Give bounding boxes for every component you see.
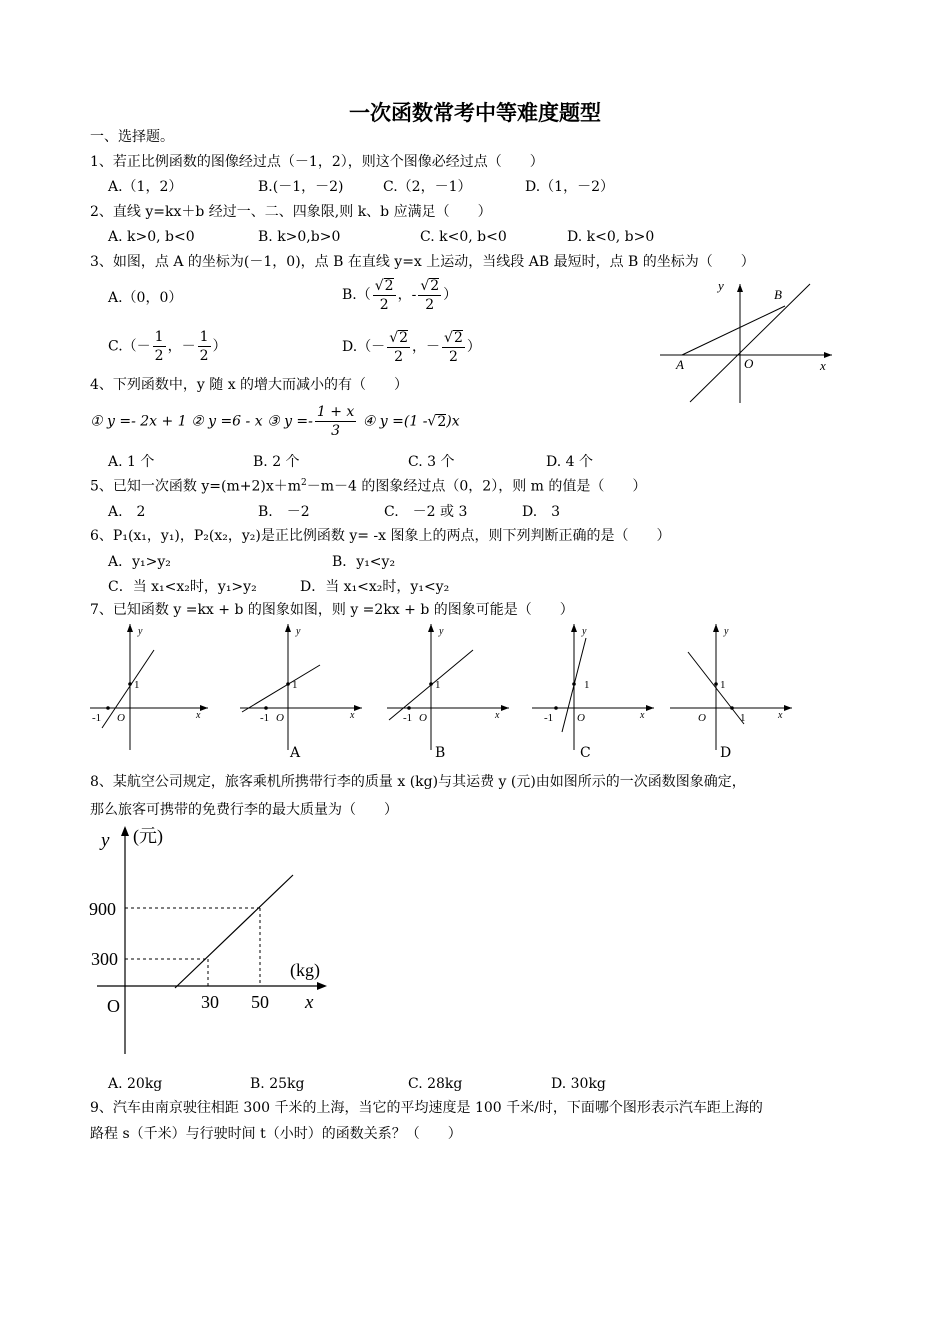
one-label: 1 xyxy=(720,679,726,691)
denominator: 2 xyxy=(448,349,458,365)
q5-option-c: C. －2 或 3 xyxy=(384,504,468,520)
q3-figure xyxy=(660,278,840,408)
one-label: 1 xyxy=(584,679,590,691)
numerator: 1 xyxy=(199,329,209,345)
q7-label-b: B xyxy=(435,745,446,761)
q8-option-d: D. 30kg xyxy=(551,1076,606,1092)
q1-option-d: D.（1，－2） xyxy=(525,179,614,195)
q5-stem-start: 5、已知一次函数 y=(m+2)x＋m xyxy=(90,478,302,495)
question-5-stem xyxy=(90,479,646,494)
origin-label: O xyxy=(107,996,120,1016)
q2-option-d: D. k<0, b>0 xyxy=(567,229,655,245)
q3-option-b-label: B. xyxy=(342,287,357,303)
fig-x-label: x xyxy=(820,358,826,373)
q5-option-b: B. －2 xyxy=(258,504,310,520)
one-label: 1 xyxy=(134,679,140,691)
q3-option-c: C.（－ $\frac{1}{2}$ ，－ $\frac{1}{2}$ ） xyxy=(108,329,227,364)
question-1-stem: 1、若正比例函数的图像经过点（－1，2），则这个图像必经过点（ ） xyxy=(90,154,544,170)
denominator: 2 xyxy=(425,297,435,313)
q8-option-c: C. 28kg xyxy=(408,1076,463,1092)
origin-label: O xyxy=(276,712,284,724)
q7-graph-d xyxy=(668,620,798,760)
origin-label: O xyxy=(419,712,427,724)
q7-graph-c xyxy=(530,620,660,760)
q3-option-d: D.（－ $\frac{√2}{2}$ ，－ $\frac{√2}{2}$ ） xyxy=(342,330,481,365)
y-label: y xyxy=(724,626,729,637)
question-8-stem-line-1: 8、某航空公司规定，旅客乘机所携带行李的质量 x (kg)与其运费 y (元)由如图所示的一次函数图象确定， xyxy=(90,774,746,790)
origin-label: O xyxy=(577,712,585,724)
q7-graph-given xyxy=(88,620,213,760)
origin-label: O xyxy=(117,712,125,724)
q1-option-b: B.(－1，－2) xyxy=(258,179,344,195)
minus-one-label: -1 xyxy=(260,712,270,724)
fig-point-a: A xyxy=(676,357,684,372)
y-label: y xyxy=(582,626,587,637)
y-axis-label: y xyxy=(101,830,110,851)
fraction: $\frac{√2}{2}$ xyxy=(374,278,394,313)
function-4-suffix: )x xyxy=(446,413,460,430)
radicand: 2 xyxy=(399,330,409,346)
question-2-stem: 2、直线 y=kx＋b 经过一、二、四象限,则 k、b 应满足（ ） xyxy=(90,204,492,220)
fraction xyxy=(198,330,211,363)
q5-superscript: 2 xyxy=(301,478,307,488)
function-3-prefix: ③ y =- xyxy=(267,413,313,430)
x-label: x xyxy=(778,710,783,721)
x-label: x xyxy=(495,710,500,721)
q3-option-b: B.（ $\frac{√2}{2}$ ，- $\frac{√2}{2}$ ） xyxy=(342,278,458,313)
question-6-stem: 6、P₁(x₁，y₁)，P₂(x₂，y₂)是正比例函数 y= -x 图象上的两点，则下列判断正确的是（ ） xyxy=(90,528,671,544)
x-tick-30: 30 xyxy=(201,992,219,1012)
q8-option-a: A. 20kg xyxy=(108,1076,163,1092)
function-2: ② y =6 - x xyxy=(191,413,263,430)
question-9-stem-line-1: 9、汽车由南京驶往相距 300 千米的上海，当它的平均速度是 100 千米/时，下面哪个图形表示汽车距上海的 xyxy=(90,1100,763,1116)
numerator: 1 xyxy=(154,329,164,345)
minus-one-label: -1 xyxy=(544,712,554,724)
fraction: $\frac{√2}{2}$ xyxy=(389,330,409,365)
numerator: 1 + x xyxy=(316,404,355,420)
q4-option-c: C. 3 个 xyxy=(408,454,455,470)
fig-origin: O xyxy=(744,356,754,371)
q2-option-a: A. k>0, b<0 xyxy=(108,229,195,245)
origin-label: O xyxy=(698,712,706,724)
q5-option-d: D. 3 xyxy=(522,504,561,520)
q1-option-c: C.（2，－1） xyxy=(383,179,472,195)
radicand: 2 xyxy=(430,278,440,294)
q6-option-d: D．当 x₁<x₂时，y₁<y₂ xyxy=(300,579,450,595)
q7-graph-b xyxy=(385,620,515,760)
denominator: 2 xyxy=(154,348,164,364)
y-label: y xyxy=(296,626,301,637)
q4-option-b: B. 2 个 xyxy=(253,454,300,470)
q3-option-c-label: C. xyxy=(108,338,123,355)
q4-option-a: A. 1 个 xyxy=(108,454,155,470)
question-3-stem: 3、如图，点 A 的坐标为(－1，0)，点 B 在直线 y=x 上运动，当线段 AB 最短时，点 B 的坐标为（ ） xyxy=(90,254,755,270)
q8-option-b: B. 25kg xyxy=(250,1076,305,1092)
y-label: y xyxy=(138,626,143,637)
q6-option-a: A．y₁>y₂ xyxy=(108,554,171,570)
q8-graph xyxy=(85,820,345,1060)
q7-label-d: D xyxy=(720,745,732,761)
q7-label-c: C xyxy=(580,745,591,761)
denominator: 2 xyxy=(379,297,389,313)
q3-option-d-label: D. xyxy=(342,339,358,355)
one-label: 1 xyxy=(435,679,441,691)
q1-option-a: A.（1，2） xyxy=(108,179,183,195)
fraction: $\frac{√2}{2}$ xyxy=(444,330,463,365)
question-7-stem: 7、已知函数 y =kx + b 的图象如图，则 y =2kx + b 的图象可能是（ ） xyxy=(90,602,574,618)
fraction xyxy=(315,405,356,438)
denominator: 2 xyxy=(394,349,404,365)
q4-functions: ① y =- 2x + 1 ② y =6 - x ③ y =- $\frac{1 + x}{3}$ ④ y =(1 -√2)x xyxy=(90,404,460,439)
y-axis-unit: (元) xyxy=(133,826,163,846)
q7-label-a: A xyxy=(290,745,301,761)
radicand: 2 xyxy=(453,330,463,346)
y-tick-900: 900 xyxy=(89,899,116,919)
q2-option-b: B. k>0,b>0 xyxy=(258,229,341,245)
x-one-label: 1 xyxy=(740,712,746,724)
question-9-stem-line-2: 路程 s（千米）与行驶时间 t（小时）的函数关系？（ ） xyxy=(90,1126,462,1142)
fraction: $\frac{√2}{2}$ xyxy=(420,278,440,313)
denominator: 3 xyxy=(331,423,341,439)
fraction xyxy=(153,330,166,363)
q5-option-a: A. 2 xyxy=(108,504,146,520)
x-axis-label: x xyxy=(305,992,314,1013)
radicand: 2 xyxy=(437,413,447,430)
fig-y-label: y xyxy=(718,278,724,293)
q6-option-b: B．y₁<y₂ xyxy=(332,554,396,570)
y-label: y xyxy=(439,626,444,637)
function-1: ① y =- 2x + 1 xyxy=(90,413,187,430)
section-heading: 一、选择题。 xyxy=(90,129,174,145)
q3-option-a: A.（0，0） xyxy=(108,290,183,306)
x-tick-50: 50 xyxy=(251,992,269,1012)
x-label: x xyxy=(640,710,645,721)
q4-option-d: D. 4 个 xyxy=(546,454,593,470)
x-axis-unit: (kg) xyxy=(290,960,320,980)
x-label: x xyxy=(350,710,355,721)
question-8-stem-line-2: 那么旅客可携带的免费行李的最大质量为（ ） xyxy=(90,802,398,818)
q5-stem-end: －m－4 的图象经过点（0，2），则 m 的值是（ ） xyxy=(306,478,647,495)
y-tick-300: 300 xyxy=(91,949,118,969)
radicand: 2 xyxy=(384,278,394,294)
x-label: x xyxy=(196,710,201,721)
q6-option-c: C．当 x₁<x₂时，y₁>y₂ xyxy=(108,579,257,595)
minus-one-label: -1 xyxy=(92,712,102,724)
function-4-prefix: ④ y =(1 - xyxy=(362,413,428,430)
q7-graph-a xyxy=(238,620,368,760)
q2-option-c: C. k<0, b<0 xyxy=(420,229,507,245)
minus-one-label: -1 xyxy=(403,712,413,724)
page-title: 一次函数常考中等难度题型 xyxy=(349,101,601,125)
question-4-stem: 4、下列函数中，y 随 x 的增大而减小的有（ ） xyxy=(90,377,409,393)
one-label: 1 xyxy=(292,679,298,691)
denominator: 2 xyxy=(199,348,209,364)
fig-point-b: B xyxy=(774,287,782,302)
